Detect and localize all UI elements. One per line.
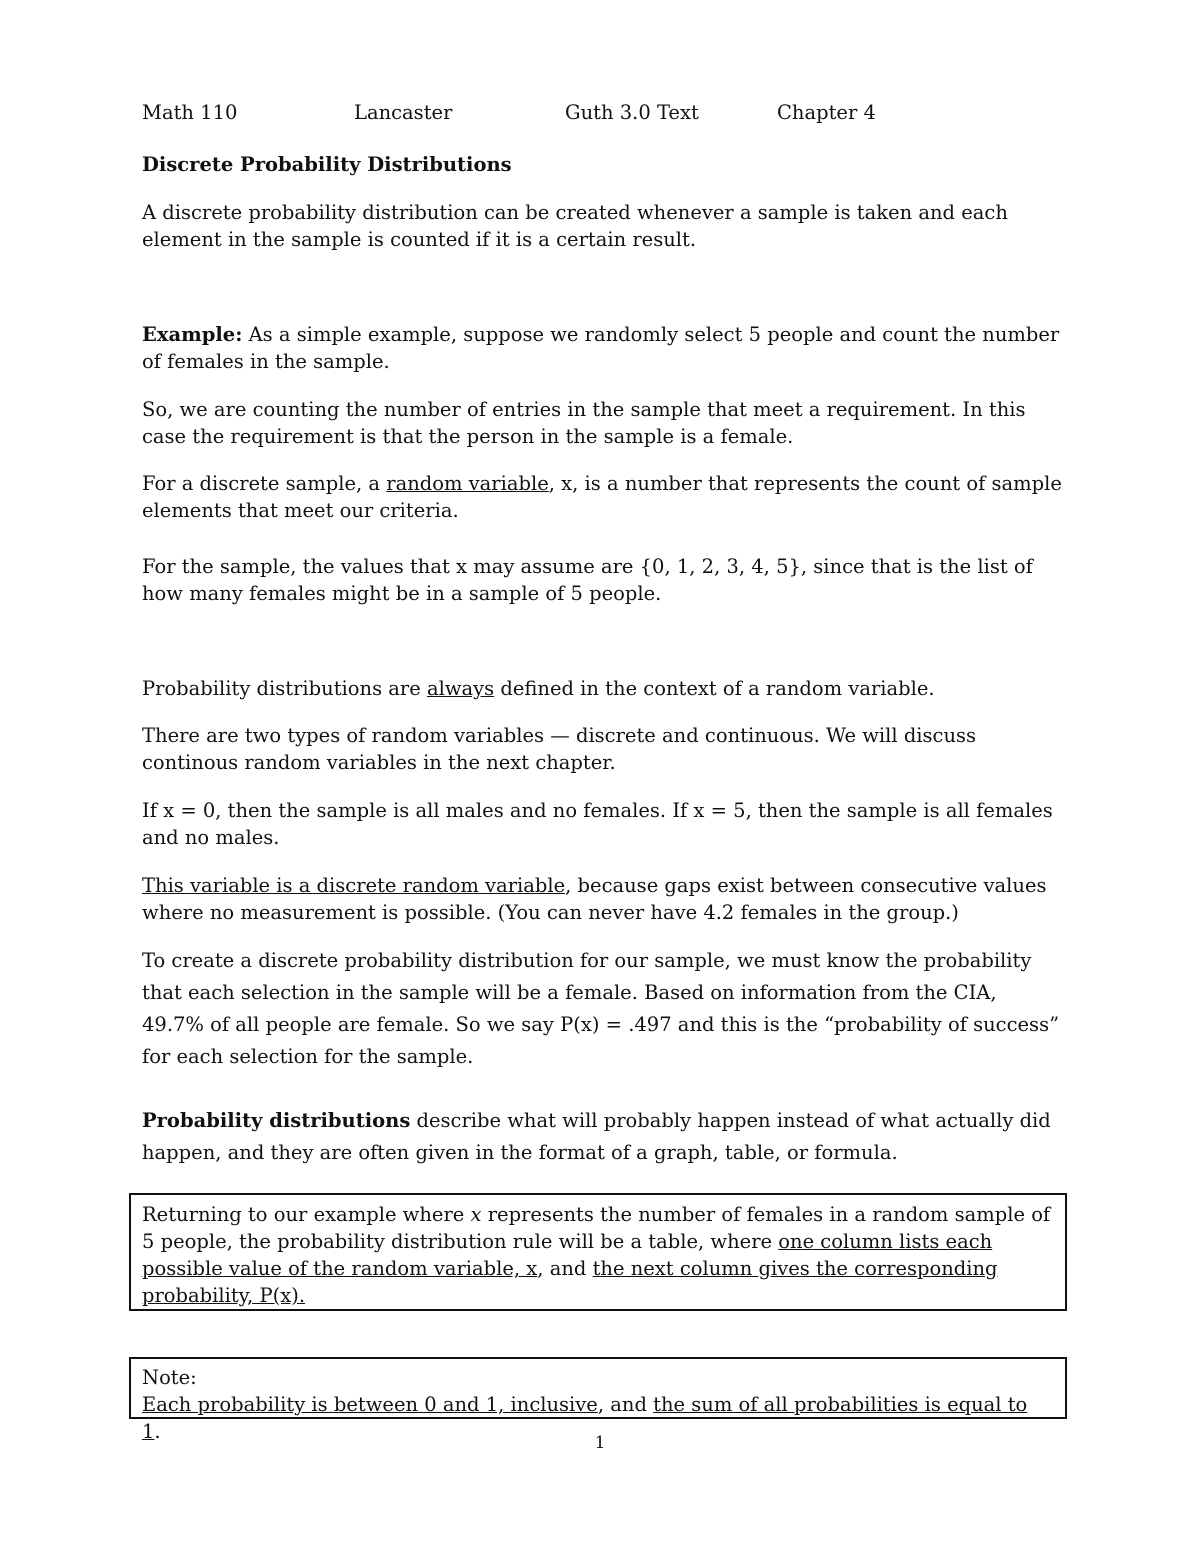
describe-paragraph [142, 1105, 1062, 1169]
page-number: 1 [594, 1433, 606, 1453]
note-and: , and [597, 1393, 654, 1416]
note-label: Note: [142, 1366, 197, 1389]
values-paragraph: For the sample, the values that x may assume are {0, 1, 2, 3, 4, 5}, since that is the list of how many females might be in a sample of 5 people. [142, 555, 1033, 605]
note-underline-2: the sum of all probabilities is equal to 1 [142, 1393, 1028, 1443]
always-term: always [426, 677, 495, 700]
rv-before: For a discrete sample, a [142, 472, 387, 495]
rv-after: , x, is a number that represents the count of sample elements that meet our criteria. [142, 472, 1062, 522]
example-label: Example: [142, 323, 243, 346]
header-chapter: Chapter 4 [777, 101, 876, 124]
box1-var: x [470, 1203, 482, 1226]
discrete-term: This variable is a discrete random variable [142, 874, 566, 897]
always-before: Probability distributions are [142, 677, 427, 700]
box1-before: Returning to our example where [142, 1203, 471, 1226]
box1-and: , and [537, 1257, 593, 1280]
always-after: defined in the context of a random variable. [494, 677, 935, 700]
box1-underline-2: the next column gives the corresponding probability, P(x). [142, 1257, 998, 1307]
example-paragraph [142, 321, 1062, 375]
rv-term: random variable [386, 472, 549, 495]
describe-after: describe what will probably happen instead of what actually did happen, and they are often given in the format of a graph, table, or formula. [142, 1109, 1051, 1164]
counting-paragraph: So, we are counting the number of entries in the sample that meet a requirement. In this case the requirement is that the person in the sample is a female. [142, 398, 1026, 448]
describe-term: Probability distributions [142, 1109, 411, 1132]
example-text: As a simple example, suppose we randomly select 5 people and count the number of females in the sample. [142, 323, 1060, 373]
random-variable-paragraph [142, 470, 1062, 524]
header-text: Guth 3.0 Text [565, 101, 699, 124]
example-box-text [142, 1201, 1052, 1309]
intro-paragraph: A discrete probability distribution can be created whenever a sample is taken and each element in the sample is counted if it is a certain result. [142, 201, 1008, 251]
note-box [129, 1357, 1067, 1443]
box1-underline-1: one column lists each possible value of the random variable, x [142, 1230, 993, 1280]
discrete-paragraph [142, 872, 1062, 926]
header-course: Math 110 [142, 101, 238, 124]
box1-middle: represents the number of females in a random sample of 5 people, the probability distribution rule will be a table, where [142, 1203, 1051, 1253]
create-paragraph: To create a discrete probability distribution for our sample, we must know the probability that each selection in the sample will be a female. Based on information from the CIA, 49.7% of all people are female. So we say P(x) = .497 and this is the “probability of success” for each selection for the sample. [142, 949, 1060, 1068]
example-box [129, 1193, 1067, 1311]
header-instructor: Lancaster [354, 101, 453, 124]
cases-paragraph: If x = 0, then the sample is all males and no females. If x = 5, then the sample is all females and no males. [142, 799, 1053, 849]
discrete-after: , because gaps exist between consecutive values where no measurement is possible. (You can never have 4.2 females in the group.) [142, 874, 1047, 924]
page-header [142, 101, 1062, 129]
always-paragraph [142, 675, 1062, 702]
note-underline-1: Each probability is between 0 and 1, inclusive [142, 1393, 598, 1416]
page-title: Discrete Probability Distributions [142, 153, 512, 176]
types-paragraph: There are two types of random variables — discrete and continuous. We will discuss continous random variables in the next chapter. [142, 724, 977, 774]
note-end: . [154, 1420, 161, 1443]
